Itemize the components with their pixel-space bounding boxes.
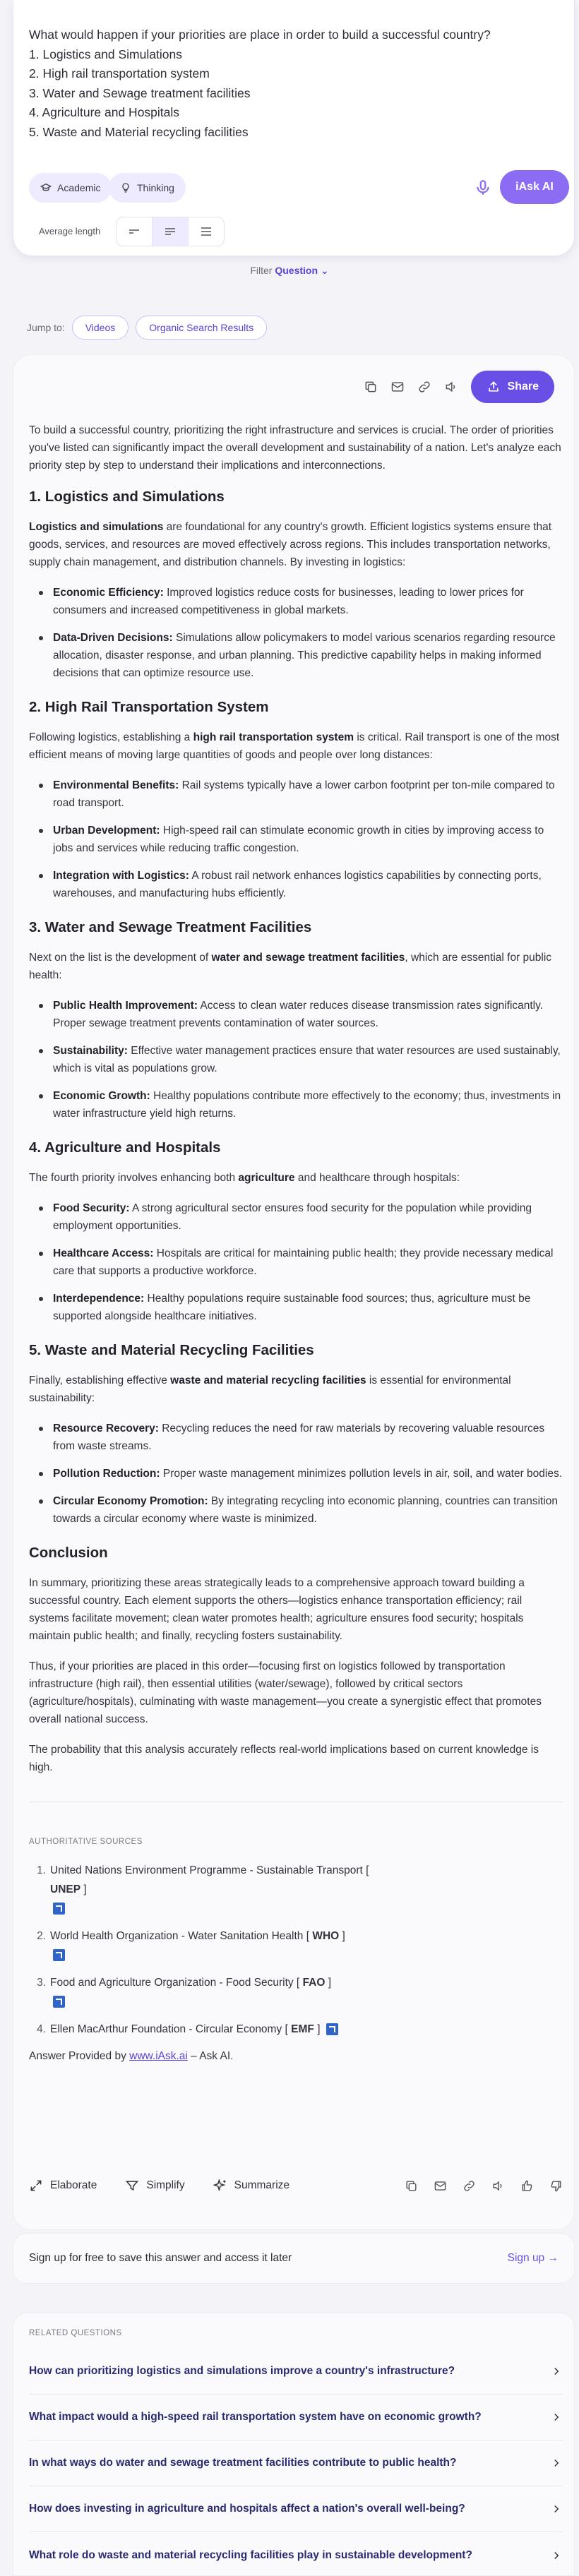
- source-tag: FAO: [302, 1977, 326, 1989]
- source-item: [29, 1861, 563, 1918]
- bold-term: agriculture: [238, 1172, 295, 1184]
- question-line: 5. Waste and Material recycling facilities: [29, 124, 249, 139]
- simplify-button[interactable]: [125, 2179, 184, 2193]
- jump-to-bar: [27, 316, 267, 340]
- related-question-item[interactable]: [29, 2486, 563, 2532]
- chevron-right-icon: [550, 2549, 563, 2562]
- related-title: RELATED QUESTIONS: [29, 2329, 122, 2337]
- share-icon: [487, 380, 501, 394]
- answer-body: [29, 421, 563, 2065]
- average-lines-icon: [163, 226, 177, 237]
- share-button[interactable]: [471, 371, 554, 403]
- section-paragraph: [29, 729, 563, 764]
- text: Next on the list is the development of: [29, 952, 212, 964]
- bold-term: water and sewage treatment facilities: [211, 952, 405, 964]
- list-item: [29, 1042, 563, 1077]
- conclusion-heading: Conclusion: [29, 1545, 108, 1561]
- list-item: [29, 584, 563, 619]
- text: The fourth priority involves enhancing both: [29, 1172, 239, 1184]
- section-heading: 3. Water and Sewage Treatment Facilities: [29, 919, 312, 935]
- jump-organic-results-link[interactable]: Organic Search Results: [136, 316, 267, 340]
- funnel-icon: [125, 2179, 139, 2193]
- action-icons: [405, 2179, 563, 2193]
- list-item: [29, 997, 563, 1032]
- source-title: Food and Agriculture Organization - Food Security [: [50, 1977, 300, 1989]
- source-item: [29, 2020, 563, 2039]
- source-number: 4.: [37, 2023, 46, 2035]
- filter-value: Question: [275, 265, 318, 276]
- source-title: World Health Organization - Water Sanitation Health [: [50, 1930, 310, 1942]
- provided-post: – Ask AI.: [187, 2050, 234, 2062]
- simplify-label: Simplify: [146, 2179, 185, 2191]
- length-long-option[interactable]: [189, 217, 224, 246]
- sources-title: AUTHORITATIVE SOURCES: [29, 1838, 143, 1846]
- text: Healthy populations require sustainable food sources; thus, agriculture must be supported alongside healthcare initiatives.: [53, 1293, 531, 1322]
- microphone-icon[interactable]: [474, 179, 492, 197]
- text: Healthy populations contribute more effectively to the economy; thus, investments in water infrastructure yield high returns.: [53, 1090, 561, 1120]
- text: Proper waste management minimizes pollution levels in air, soil, and water bodies.: [160, 1468, 563, 1480]
- bullet-list: [29, 1420, 563, 1528]
- question-input[interactable]: [29, 25, 551, 142]
- expand-icon: [29, 2179, 43, 2193]
- elaborate-button[interactable]: [29, 2179, 97, 2193]
- signup-text: Sign up for free to save this answer and access it later: [29, 2252, 292, 2264]
- source-item: [29, 1927, 563, 1965]
- elaborate-label: Elaborate: [50, 2179, 97, 2191]
- source-close: ]: [328, 1977, 332, 1989]
- related-question-item[interactable]: [29, 2349, 563, 2395]
- link-icon[interactable]: [462, 2179, 476, 2193]
- source-number: 3.: [37, 1977, 46, 1989]
- bold-term: Economic Efficiency:: [53, 587, 164, 599]
- bold-term: Pollution Reduction:: [53, 1468, 160, 1480]
- text: , which are essential for public health:: [29, 952, 552, 981]
- section-heading: 5. Waste and Material Recycling Facilities: [29, 1342, 314, 1358]
- source-text: [50, 2020, 544, 2039]
- related-question-item[interactable]: [29, 2440, 563, 2486]
- question-line: 1. Logistics and Simulations: [29, 47, 182, 61]
- question-line: 4. Agriculture and Hospitals: [29, 105, 180, 119]
- bullet-list: [29, 777, 563, 902]
- source-tag: UNEP: [50, 1883, 81, 1895]
- section-paragraph: [29, 1169, 563, 1187]
- bullet-list: [29, 997, 563, 1122]
- list-item: [29, 1492, 563, 1528]
- external-link-icon[interactable]: [326, 2023, 338, 2035]
- bold-term: Resource Recovery:: [53, 1422, 159, 1434]
- related-question-item[interactable]: [29, 2532, 563, 2576]
- text: Rail systems typically have a lower carbon footprint per ton-mile compared to road transport.: [53, 779, 555, 809]
- answer-action-bar: [29, 2164, 563, 2207]
- source-tag: EMF: [291, 2023, 314, 2035]
- source-number: 1.: [37, 1864, 46, 1876]
- lightbulb-icon: [120, 182, 131, 193]
- length-short-option[interactable]: [117, 217, 153, 246]
- list-item: [29, 629, 563, 682]
- list-item: [29, 822, 563, 857]
- chevron-right-icon: [550, 2365, 563, 2378]
- text: Hospitals are critical for maintaining public health; they provide necessary medical care that supports a productive workforce.: [53, 1247, 554, 1277]
- question-card: [13, 0, 575, 256]
- chevron-right-icon: [550, 2411, 563, 2424]
- source-close: ]: [83, 1883, 87, 1895]
- conclusion-paragraph: In summary, prioritizing these areas strategically leads to a comprehensive approach toward building a successful country. Each element supports the others—logistics enhance transportation efficiency; rail systems facilitate movement; clean water promotes health; agriculture ensures food security; hospitals maintain public health; and finally, recycling fosters sustainability.: [29, 1577, 525, 1642]
- text: Finally, establishing effective: [29, 1374, 171, 1386]
- speaker-icon[interactable]: [491, 2179, 505, 2193]
- question-line: 2. High rail transportation system: [29, 66, 210, 80]
- external-link-icon[interactable]: [53, 1949, 65, 1961]
- bold-term: Urban Development:: [53, 825, 160, 837]
- section-paragraph: [29, 518, 563, 571]
- length-label: Average length: [39, 226, 101, 236]
- text: Access to clean water reduces disease transmission rates significantly. Proper sewage treatment prevents contamination of water sources.: [53, 1000, 544, 1029]
- source-item: [29, 1973, 563, 2011]
- text: By integrating recycling into economic planning, countries can transition towards a circular economy where waste is minimized.: [53, 1495, 559, 1525]
- bold-term: Circular Economy Promotion:: [53, 1495, 208, 1507]
- intro-paragraph: To build a successful country, prioritizing the right infrastructure and services is crucial. The order of priorities you've listed can significantly impact the overall development and sustainability of a nation. Let's analyze each priority step by step to understand their implications and interconnections.: [29, 424, 561, 472]
- chevron-right-icon: [550, 2503, 563, 2515]
- bold-term: Environmental Benefits:: [53, 779, 179, 791]
- text: are foundational for any country's growth. Efficient logistics systems ensure that goods, services, and resources are moved effectively across regions. This includes transportation networks, supply chain management, and distribution channels. By investing in logistics:: [29, 521, 552, 568]
- iask-ai-button[interactable]: iAsk AI: [500, 170, 569, 204]
- bold-term: Public Health Improvement:: [53, 1000, 198, 1012]
- thinking-chip[interactable]: [109, 173, 186, 203]
- summarize-button[interactable]: [213, 2179, 290, 2193]
- copy-icon[interactable]: [364, 380, 378, 394]
- bold-term: Interdependence:: [53, 1293, 145, 1305]
- conclusion-paragraph: Thus, if your priorities are placed in this order—focusing first on logistics followed by transportation infrastructure (high rail), then essential utilities (water/sewage), followed by critical sectors (agriculture/hospitals), culminating with waste management—you create a synergistic effect that promotes overall national success.: [29, 1660, 542, 1725]
- length-selector: [116, 217, 225, 246]
- thumbs-down-icon[interactable]: [549, 2179, 563, 2193]
- list-item: [29, 1290, 563, 1325]
- related-question-text: How does investing in agriculture and hospitals affect a nation's overall well-being?: [29, 2503, 465, 2515]
- related-question-text: In what ways do water and sewage treatment facilities contribute to public health?: [29, 2457, 457, 2469]
- bold-term: Sustainability:: [53, 1045, 128, 1057]
- question-line: 3. Water and Sewage treatment facilities: [29, 85, 251, 100]
- chevron-right-icon: [550, 2457, 563, 2469]
- related-question-text: What impact would a high-speed rail transportation system have on economic growth?: [29, 2411, 482, 2423]
- text: is critical. Rail transport is one of the most efficient means of moving large quantities of goods and people over long distances:: [29, 731, 560, 761]
- related-question-text: What role do waste and material recycling facilities play in sustainable development?: [29, 2548, 472, 2561]
- signup-link[interactable]: Sign up →: [507, 2252, 559, 2264]
- filter-label: Filter: [250, 265, 273, 276]
- filter-row[interactable]: [0, 265, 579, 277]
- source-close: ]: [317, 2023, 321, 2035]
- conclusion-paragraph: The probability that this analysis accurately reflects real-world implications based on current knowledge is high.: [29, 1744, 539, 1773]
- text: Simulations allow policymakers to model various scenarios regarding resource allocation, disaster response, and urban planning. This predictive capability helps in making informed decisions that can optimize resource use.: [53, 632, 556, 679]
- source-text: [50, 1861, 375, 1918]
- text: Improved logistics reduce costs for businesses, leading to lower prices for consumers and increased competitiveness in global markets.: [53, 587, 524, 616]
- text: and healthcare through hospitals:: [294, 1172, 460, 1184]
- text: is essential for environmental sustainability:: [29, 1374, 511, 1404]
- related-list: [29, 2349, 563, 2576]
- text: Recycling reduces the need for raw materials by recovering valuable resources from waste streams.: [53, 1422, 545, 1452]
- text: High-speed rail can stimulate economic growth in cities by improving access to jobs and services while reducing traffic congestion.: [53, 825, 544, 854]
- section-paragraph: [29, 949, 563, 984]
- sources-list: [29, 1861, 563, 2039]
- chevron-down-icon: ⌄: [320, 265, 329, 276]
- bold-term: Logistics and simulations: [29, 521, 164, 533]
- mail-icon[interactable]: [434, 2179, 447, 2193]
- section-heading: 4. Agriculture and Hospitals: [29, 1139, 221, 1156]
- academic-chip-label: Academic: [57, 182, 101, 193]
- text: A strong agricultural sector ensures food security for the population while providing employment opportunities.: [53, 1202, 532, 1232]
- long-lines-icon: [199, 226, 213, 237]
- text: A robust rail network enhances logistics capabilities by connecting ports, warehouses, and manufacturing hubs efficiently.: [53, 870, 542, 899]
- speaker-icon[interactable]: [444, 380, 458, 394]
- related-question-text: How can prioritizing logistics and simulations improve a country's infrastructure?: [29, 2365, 455, 2377]
- summarize-label: Summarize: [234, 2179, 290, 2191]
- text: Following logistics, establishing a: [29, 731, 193, 743]
- list-item: [29, 1465, 563, 1482]
- source-title: Ellen MacArthur Foundation - Circular Economy [: [50, 2023, 288, 2035]
- jump-videos-link[interactable]: Videos: [72, 316, 129, 340]
- graduation-cap-icon: [40, 182, 52, 193]
- section-heading: 2. High Rail Transportation System: [29, 699, 269, 715]
- answer-toolbar: [364, 371, 554, 403]
- question-line: What would happen if your priorities are place in order to build a successful country?: [29, 28, 491, 42]
- thinking-chip-label: Thinking: [137, 182, 174, 193]
- source-text: [50, 1927, 375, 1965]
- link-icon[interactable]: [417, 380, 431, 394]
- list-item: [29, 1245, 563, 1280]
- source-tag: WHO: [312, 1930, 340, 1942]
- bold-term: Integration with Logistics:: [53, 870, 189, 882]
- source-close: ]: [342, 1930, 345, 1942]
- provided-by: [29, 2047, 563, 2065]
- section-paragraph: [29, 1372, 563, 1407]
- bullet-list: [29, 1199, 563, 1325]
- bold-term: Economic Growth:: [53, 1090, 150, 1102]
- bold-term: waste and material recycling facilities: [170, 1374, 366, 1386]
- answer-card: [13, 354, 575, 2230]
- bold-term: Food Security:: [53, 1202, 130, 1214]
- list-item: [29, 1199, 563, 1235]
- list-item: [29, 1087, 563, 1122]
- jump-to-label: Jump to:: [27, 322, 65, 333]
- share-button-label: Share: [507, 381, 539, 393]
- list-item: [29, 777, 563, 812]
- copy-icon[interactable]: [405, 2179, 418, 2193]
- list-item: [29, 1420, 563, 1455]
- section-heading: 1. Logistics and Simulations: [29, 489, 225, 505]
- bold-term: Data-Driven Decisions:: [53, 632, 173, 644]
- provided-pre: Answer Provided by: [29, 2050, 130, 2062]
- source-text: [50, 1973, 375, 2011]
- academic-chip[interactable]: [29, 173, 112, 203]
- source-number: 2.: [37, 1930, 46, 1942]
- mail-icon[interactable]: [390, 380, 405, 394]
- signup-banner: [13, 2233, 575, 2284]
- external-link-icon[interactable]: [53, 1996, 65, 2008]
- sparkles-icon: [213, 2179, 227, 2193]
- related-questions: [13, 2313, 575, 2576]
- text: Effective water management practices ensure that water resources are used sustainably, which is vital as populations grow.: [53, 1045, 561, 1074]
- bold-term: high rail transportation system: [193, 731, 354, 743]
- length-average-option[interactable]: [153, 217, 189, 246]
- related-question-item[interactable]: [29, 2395, 563, 2440]
- source-title: United Nations Environment Programme - Sustainable Transport [: [50, 1864, 369, 1876]
- short-lines-icon: [127, 226, 141, 237]
- thumbs-up-icon[interactable]: [520, 2179, 534, 2193]
- bold-term: Healthcare Access:: [53, 1247, 154, 1259]
- list-item: [29, 867, 563, 902]
- external-link-icon[interactable]: [53, 1903, 65, 1915]
- iask-link[interactable]: www.iAsk.ai: [129, 2050, 188, 2062]
- bullet-list: [29, 584, 563, 682]
